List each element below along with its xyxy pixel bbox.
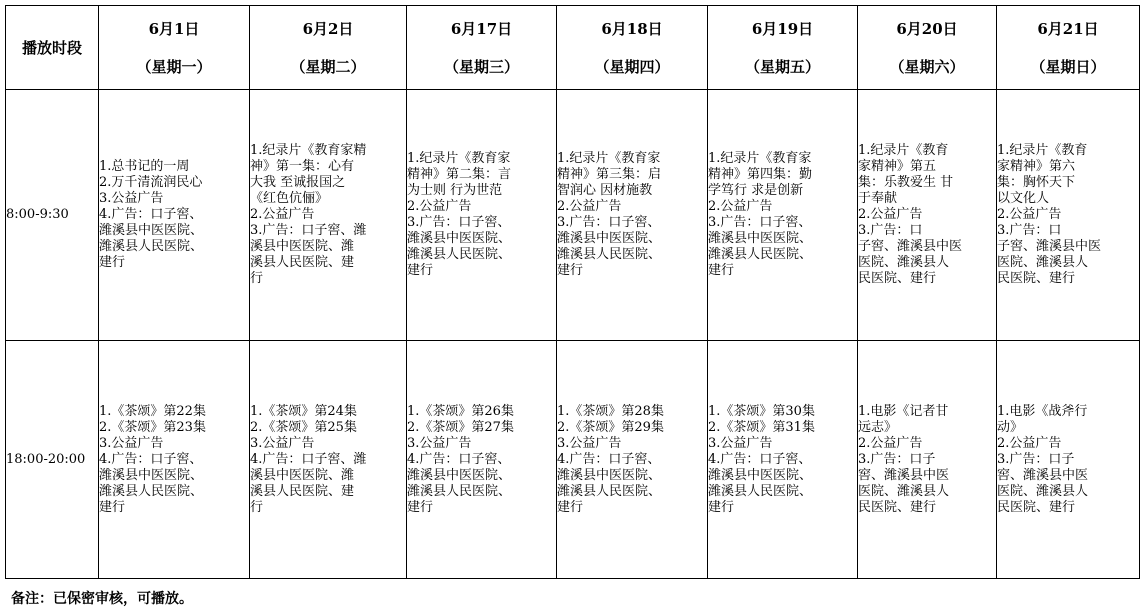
program-line: 4.广告：口子窖、 (407, 451, 511, 467)
program-line: 《红色伉俪》 (250, 191, 329, 206)
program-line: 3.公益广告 (557, 435, 622, 451)
program-line: 民医院、建行 (997, 499, 1076, 515)
program-cell (250, 90, 407, 341)
program-line: 3.公益广告 (407, 435, 472, 451)
program-line: 家精神》第六 (997, 159, 1076, 174)
program-line: 行 (250, 499, 264, 515)
program-line: 窖、潍溪县中医 (858, 467, 950, 483)
time-slot-cell: 18:00-20:00 (6, 341, 99, 579)
program-line: 以文化人 (997, 191, 1050, 206)
program-line: 1.电影《战斧行 (997, 403, 1088, 419)
program-line: 2.万千清流润民心 (99, 175, 203, 190)
program-line: 潍溪县中医医院、 (708, 467, 813, 483)
day-header (99, 6, 250, 90)
program-cell (99, 341, 250, 579)
day-date: 6月1日 (148, 19, 200, 38)
program-line: 建行 (99, 255, 126, 270)
day-date: 6月18日 (601, 19, 663, 38)
program-line: 远志》 (858, 419, 898, 435)
program-line: 2.《茶颂》第31集 (708, 419, 815, 435)
program-line: 民医院、建行 (858, 499, 937, 515)
time-slot-cell: 8:00-9:30 (6, 90, 99, 341)
program-line: 3.广告：口 (997, 223, 1062, 238)
day-weekday: （星期三） (443, 57, 519, 76)
program-line: 潍溪县中医医院、 (407, 231, 512, 246)
program-line: 精神》第四集：勤 (708, 167, 813, 182)
program-line: 2.《茶颂》第27集 (407, 419, 514, 435)
program-line: 4.广告：口子窖、 (557, 451, 661, 467)
program-line: 子窖、潍溪县中医 (997, 239, 1102, 254)
program-line: 1.《茶颂》第26集 (407, 403, 514, 419)
program-cell (250, 341, 407, 579)
day-date: 6月20日 (896, 19, 958, 38)
program-line: 2.公益广告 (997, 435, 1062, 451)
day-header (997, 6, 1140, 90)
program-line: 3.公益广告 (99, 191, 164, 206)
program-line: 潍溪县人民医院、 (557, 483, 662, 499)
program-line: 1.纪录片《教育家 (708, 151, 812, 166)
program-line: 建行 (407, 499, 434, 515)
slot-column-header: 播放时段 (6, 6, 99, 90)
program-line: 潍溪县人民医院、 (708, 247, 813, 262)
program-line: 智润心 因材施教 (557, 183, 653, 198)
program-line: 2.公益广告 (250, 207, 315, 222)
program-line: 建行 (557, 263, 584, 278)
day-weekday: （星期一） (136, 57, 212, 76)
program-line: 建行 (557, 499, 584, 515)
program-line: 1.纪录片《教育 (997, 143, 1088, 158)
program-line: 溪县中医医院、潍 (250, 467, 355, 483)
program-line: 建行 (708, 263, 735, 278)
program-cell (557, 90, 708, 341)
program-line: 家精神》第五 (858, 159, 937, 174)
program-cell (708, 90, 858, 341)
program-line: 溪县中医医院、潍 (250, 239, 355, 254)
program-cell (858, 341, 997, 579)
program-cell (708, 341, 858, 579)
table-row (6, 341, 1140, 579)
footnote: 备注：已保密审核，可播放。 (11, 591, 193, 607)
program-line: 3.公益广告 (99, 435, 164, 451)
program-line: 1.电影《记者甘 (858, 403, 949, 419)
program-line: 潍溪县中医医院、 (407, 467, 512, 483)
schedule-table (5, 5, 1140, 579)
program-line: 动》 (997, 419, 1024, 435)
program-line: 大我 至诚报国之 (250, 175, 346, 190)
program-cell (407, 90, 557, 341)
program-line: 神》第一集：心有 (250, 159, 355, 174)
program-line: 精神》第三集：启 (557, 167, 662, 182)
program-line: 民医院、建行 (997, 271, 1076, 286)
day-date: 6月21日 (1037, 19, 1099, 38)
program-line: 溪县人民医院、建 (250, 483, 355, 499)
program-line: 1.纪录片《教育家精 (250, 143, 367, 158)
program-line: 医院、潍溪县人 (858, 255, 950, 270)
program-line: 潍溪县人民医院、 (557, 247, 662, 262)
program-line: 1.《茶颂》第30集 (708, 403, 815, 419)
program-line: 4.广告：口子窖、潍 (250, 451, 367, 467)
program-line: 潍溪县中医医院、 (557, 467, 662, 483)
program-line: 3.广告：口子 (997, 451, 1075, 467)
program-line: 3.广告：口子窖、 (557, 215, 661, 230)
program-line: 4.广告：口子窖、 (99, 451, 203, 467)
program-line: 为士则 行为世范 (407, 183, 503, 198)
program-line: 窖、潍溪县中医 (997, 467, 1089, 483)
program-line: 2.《茶颂》第23集 (99, 419, 206, 435)
program-line: 1.纪录片《教育 (858, 143, 949, 158)
program-line: 精神》第二集：言 (407, 167, 512, 182)
day-weekday: （星期日） (1030, 57, 1106, 76)
program-line: 2.公益广告 (708, 199, 773, 214)
day-date: 6月19日 (751, 19, 814, 38)
program-line: 3.广告：口子窖、 (407, 215, 511, 230)
day-header (250, 6, 407, 90)
day-header (407, 6, 557, 90)
program-line: 集：乐教爱生 甘 (858, 175, 954, 190)
day-header (708, 6, 858, 90)
day-weekday: （星期四） (594, 57, 670, 76)
program-line: 3.广告：口子窖、潍 (250, 223, 367, 238)
program-line: 建行 (99, 499, 126, 515)
day-header (858, 6, 997, 90)
program-line: 1.总书记的一周 (99, 159, 190, 174)
program-line: 1.《茶颂》第24集 (250, 403, 357, 419)
program-line: 行 (250, 271, 264, 286)
program-cell (997, 90, 1140, 341)
program-cell (997, 341, 1140, 579)
program-line: 医院、潍溪县人 (997, 483, 1089, 499)
program-line: 学笃行 求是创新 (708, 183, 804, 198)
program-line: 4.广告：口子窖、 (99, 207, 203, 222)
program-line: 2.公益广告 (997, 207, 1062, 222)
program-line: 3.广告：口子窖、 (708, 215, 812, 230)
program-line: 2.公益广告 (557, 199, 622, 214)
program-line: 3.公益广告 (708, 435, 773, 451)
program-line: 溪县人民医院、建 (250, 255, 355, 270)
day-date: 6月2日 (302, 19, 354, 38)
program-line: 2.公益广告 (407, 199, 472, 214)
program-cell (407, 341, 557, 579)
day-date: 6月17日 (450, 19, 513, 38)
program-line: 3.公益广告 (250, 435, 315, 451)
program-line: 潍溪县中医医院、 (708, 231, 813, 246)
day-weekday: （星期二） (290, 57, 366, 76)
program-line: 潍溪县中医医院、 (557, 231, 662, 246)
program-line: 潍溪县人民医院、 (708, 483, 813, 499)
day-weekday: （星期六） (889, 57, 965, 76)
program-line: 2.公益广告 (858, 435, 923, 451)
program-line: 2.《茶颂》第25集 (250, 419, 357, 435)
program-line: 子窖、潍溪县中医 (858, 239, 963, 254)
program-line: 1.纪录片《教育家 (407, 151, 511, 166)
program-line: 3.广告：口 (858, 223, 923, 238)
program-line: 建行 (407, 263, 434, 278)
program-line: 潍溪县中医医院、 (99, 223, 204, 238)
program-cell (99, 90, 250, 341)
program-line: 医院、潍溪县人 (997, 255, 1089, 270)
program-line: 1.纪录片《教育家 (557, 151, 661, 166)
program-line: 1.《茶颂》第22集 (99, 403, 206, 419)
program-cell (557, 341, 708, 579)
program-line: 潍溪县人民医院、 (407, 483, 512, 499)
program-line: 1.《茶颂》第28集 (557, 403, 664, 419)
program-line: 潍溪县中医医院、 (99, 467, 204, 483)
program-line: 医院、潍溪县人 (858, 483, 950, 499)
program-cell (858, 90, 997, 341)
day-header (557, 6, 708, 90)
program-line: 潍溪县人民医院、 (99, 239, 204, 254)
program-line: 建行 (708, 499, 735, 515)
table-row (6, 90, 1140, 341)
program-line: 3.广告：口子 (858, 451, 936, 467)
header-row (6, 6, 1140, 90)
program-line: 民医院、建行 (858, 271, 937, 286)
program-line: 集：胸怀天下 (997, 175, 1076, 190)
program-line: 于奉献 (858, 191, 898, 206)
program-line: 潍溪县人民医院、 (407, 247, 512, 262)
program-line: 2.公益广告 (858, 207, 923, 222)
program-line: 潍溪县人民医院、 (99, 483, 204, 499)
program-line: 4.广告：口子窖、 (708, 451, 812, 467)
program-line: 2.《茶颂》第29集 (557, 419, 664, 435)
day-weekday: （星期五） (744, 57, 820, 76)
